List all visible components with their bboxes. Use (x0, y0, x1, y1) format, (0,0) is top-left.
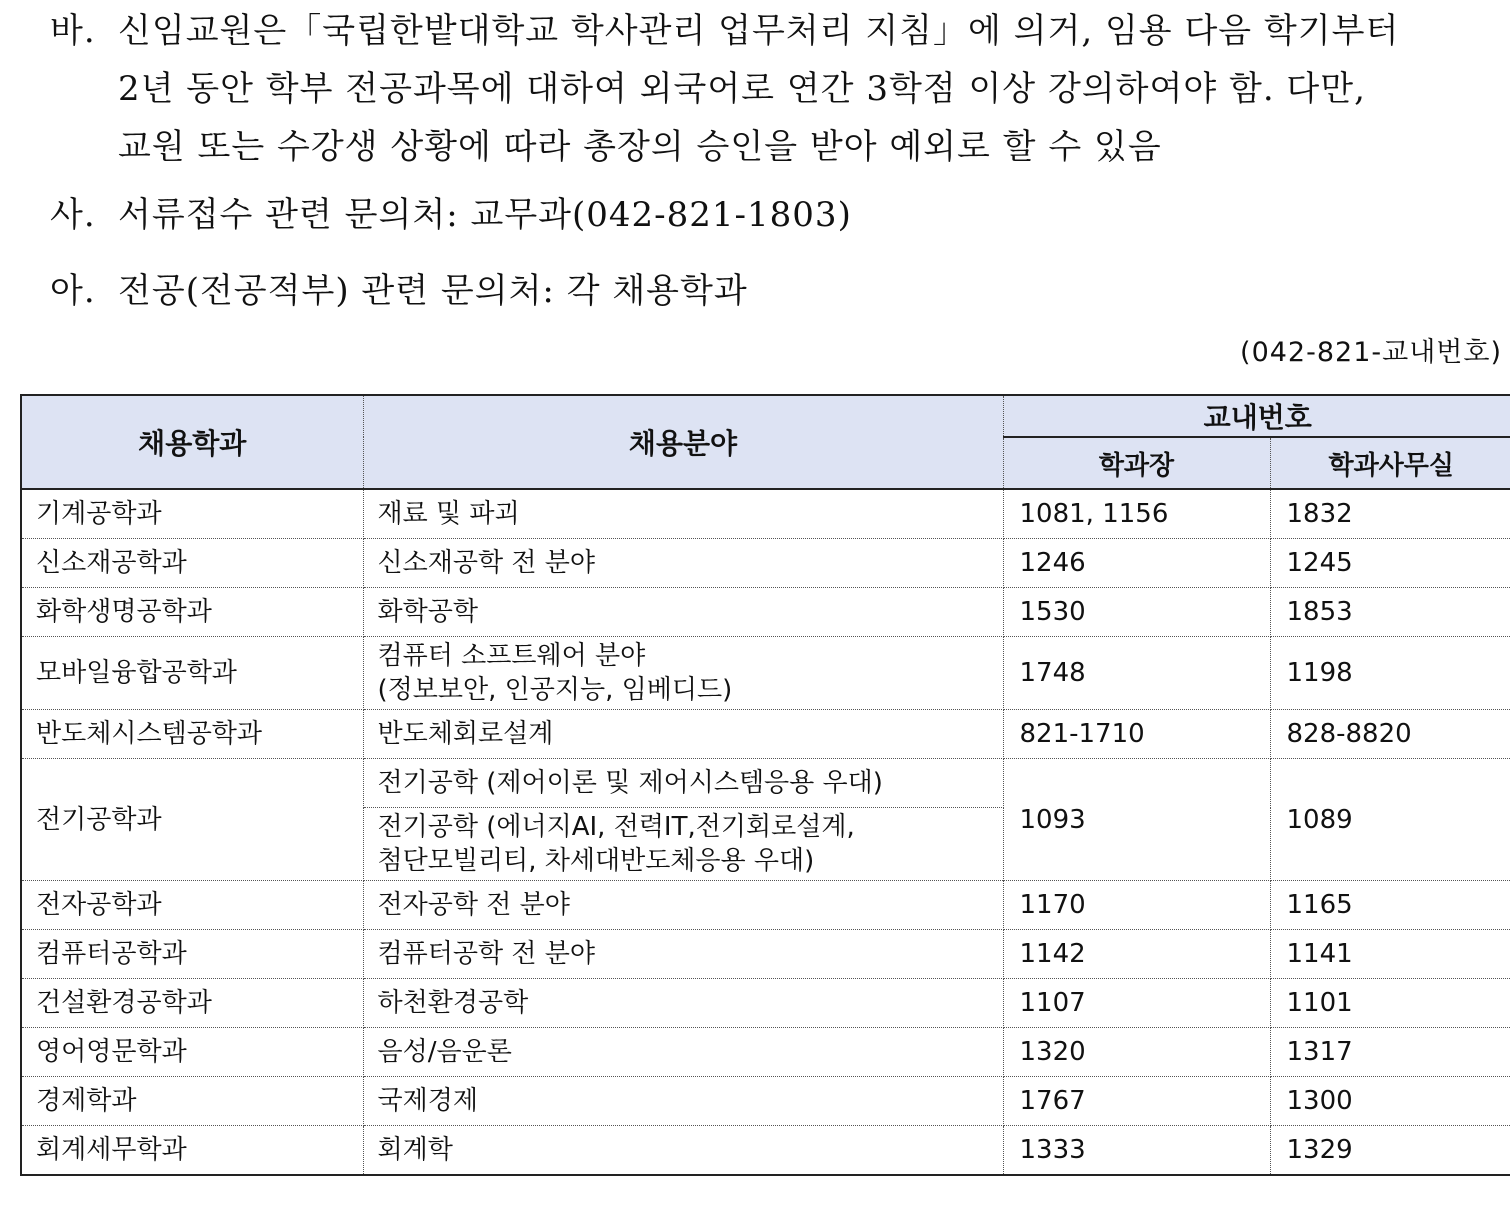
note-ba-line-1 (50, 2, 1506, 60)
cell-field-line: 전자공학 전 분야 (377, 890, 570, 920)
table-row (21, 588, 1510, 637)
cell-field (363, 881, 1003, 930)
cell-department: 회계세무학과 (21, 1126, 363, 1176)
cell-head-extension: 1142 (1003, 930, 1270, 979)
cell-office-extension: 1853 (1270, 588, 1510, 637)
header-office: 학과사무실 (1270, 437, 1510, 489)
cell-department: 반도체시스템공학과 (21, 710, 363, 759)
cell-department: 전자공학과 (21, 881, 363, 930)
cell-field (363, 637, 1003, 710)
note-marker: 바. (50, 11, 96, 51)
cell-head-extension: 1767 (1003, 1077, 1270, 1126)
note-text: 서류접수 관련 문의처: 교무과(042-821-1803) (118, 195, 852, 235)
cell-field (363, 588, 1003, 637)
cell-head-extension: 1107 (1003, 979, 1270, 1028)
recruitment-table (20, 394, 1510, 1176)
note-text: 전공(전공적부) 관련 문의처: 각 채용학과 (118, 271, 748, 311)
note-sa (50, 186, 1506, 244)
cell-office-extension: 1300 (1270, 1077, 1510, 1126)
cell-head-extension: 1170 (1003, 881, 1270, 930)
cell-field (363, 808, 1003, 881)
table-header (21, 395, 1510, 489)
table-row (21, 979, 1510, 1028)
table-row (21, 710, 1510, 759)
cell-field-line: 회계학 (377, 1135, 453, 1165)
cell-head-extension: 1246 (1003, 539, 1270, 588)
cell-field (363, 489, 1003, 539)
cell-department: 기계공학과 (21, 489, 363, 539)
cell-field (363, 1077, 1003, 1126)
note-marker: 사. (50, 195, 96, 235)
table-row (21, 881, 1510, 930)
cell-field-line: 하천환경공학 (377, 988, 529, 1018)
header-extension-group: 교내번호 (1003, 395, 1510, 437)
cell-field (363, 759, 1003, 808)
cell-office-extension: 1101 (1270, 979, 1510, 1028)
cell-field (363, 930, 1003, 979)
cell-department: 화학생명공학과 (21, 588, 363, 637)
header-department: 채용학과 (21, 395, 363, 489)
cell-field (363, 539, 1003, 588)
cell-department: 건설환경공학과 (21, 979, 363, 1028)
note-a (50, 262, 1506, 320)
cell-head-extension: 821-1710 (1003, 710, 1270, 759)
table-row (21, 930, 1510, 979)
cell-field-line: 국제경제 (377, 1086, 478, 1116)
cell-office-extension: 1317 (1270, 1028, 1510, 1077)
cell-office-extension: 1165 (1270, 881, 1510, 930)
table-row (21, 1126, 1510, 1176)
cell-office-extension: 1198 (1270, 637, 1510, 710)
cell-field-line: 첨단모빌리티, 차세대반도체응용 우대) (377, 846, 815, 876)
cell-field (363, 1028, 1003, 1077)
table-body (21, 489, 1510, 1175)
cell-field (363, 979, 1003, 1028)
cell-field-line: 컴퓨터공학 전 분야 (377, 939, 595, 969)
note-marker: 아. (50, 271, 96, 311)
note-ba (50, 2, 1506, 176)
table-row (21, 637, 1510, 710)
cell-field-line: 신소재공학 전 분야 (377, 548, 595, 578)
cell-department: 컴퓨터공학과 (21, 930, 363, 979)
cell-office-extension: 1832 (1270, 489, 1510, 539)
cell-head-extension: 1748 (1003, 637, 1270, 710)
cell-department: 모바일융합공학과 (21, 637, 363, 710)
cell-office-extension: 1329 (1270, 1126, 1510, 1176)
cell-department: 전기공학과 (21, 759, 363, 881)
cell-field-line: 음성/음운론 (377, 1037, 512, 1067)
cell-head-extension: 1081, 1156 (1003, 489, 1270, 539)
cell-head-extension: 1530 (1003, 588, 1270, 637)
cell-field-line: 반도체회로설계 (377, 719, 554, 749)
cell-head-extension: 1093 (1003, 759, 1270, 881)
cell-office-extension: 1089 (1270, 759, 1510, 881)
table-row (21, 1028, 1510, 1077)
cell-field (363, 1126, 1003, 1176)
cell-office-extension: 828-8820 (1270, 710, 1510, 759)
extension-format-note: (042-821-교내번호) (1240, 337, 1502, 368)
cell-department: 신소재공학과 (21, 539, 363, 588)
table-row (21, 759, 1510, 808)
note-ba-line-2: 2년 동안 학부 전공과목에 대하여 외국어로 연간 3학점 이상 강의하여야 함. 다만, (118, 69, 1366, 109)
cell-department: 영어영문학과 (21, 1028, 363, 1077)
table-row (21, 489, 1510, 539)
table-row (21, 1077, 1510, 1126)
cell-office-extension: 1141 (1270, 930, 1510, 979)
cell-office-extension: 1245 (1270, 539, 1510, 588)
cell-field-line: 전기공학 (제어이론 및 제어시스템응용 우대) (377, 768, 883, 798)
cell-head-extension: 1333 (1003, 1126, 1270, 1176)
header-head: 학과장 (1003, 437, 1270, 489)
cell-department: 경제학과 (21, 1077, 363, 1126)
table-row (21, 539, 1510, 588)
cell-field-line: (정보보안, 인공지능, 임베디드) (377, 675, 733, 705)
note-ba-line-3: 교원 또는 수강생 상황에 따라 총장의 승인을 받아 예외로 할 수 있음 (118, 127, 1162, 167)
cell-field-line: 전기공학 (에너지AI, 전력IT,전기회로설계, (377, 812, 855, 842)
cell-field-line: 컴퓨터 소프트웨어 분야 (377, 641, 646, 671)
cell-field-line: 화학공학 (377, 597, 478, 627)
cell-field (363, 710, 1003, 759)
note-text: 신임교원은「국립한밭대학교 학사관리 업무처리 지침」에 의거, 임용 다음 학기부터 (118, 11, 1400, 51)
cell-head-extension: 1320 (1003, 1028, 1270, 1077)
cell-field-line: 재료 및 파괴 (377, 499, 520, 529)
header-field: 채용분야 (363, 395, 1003, 489)
